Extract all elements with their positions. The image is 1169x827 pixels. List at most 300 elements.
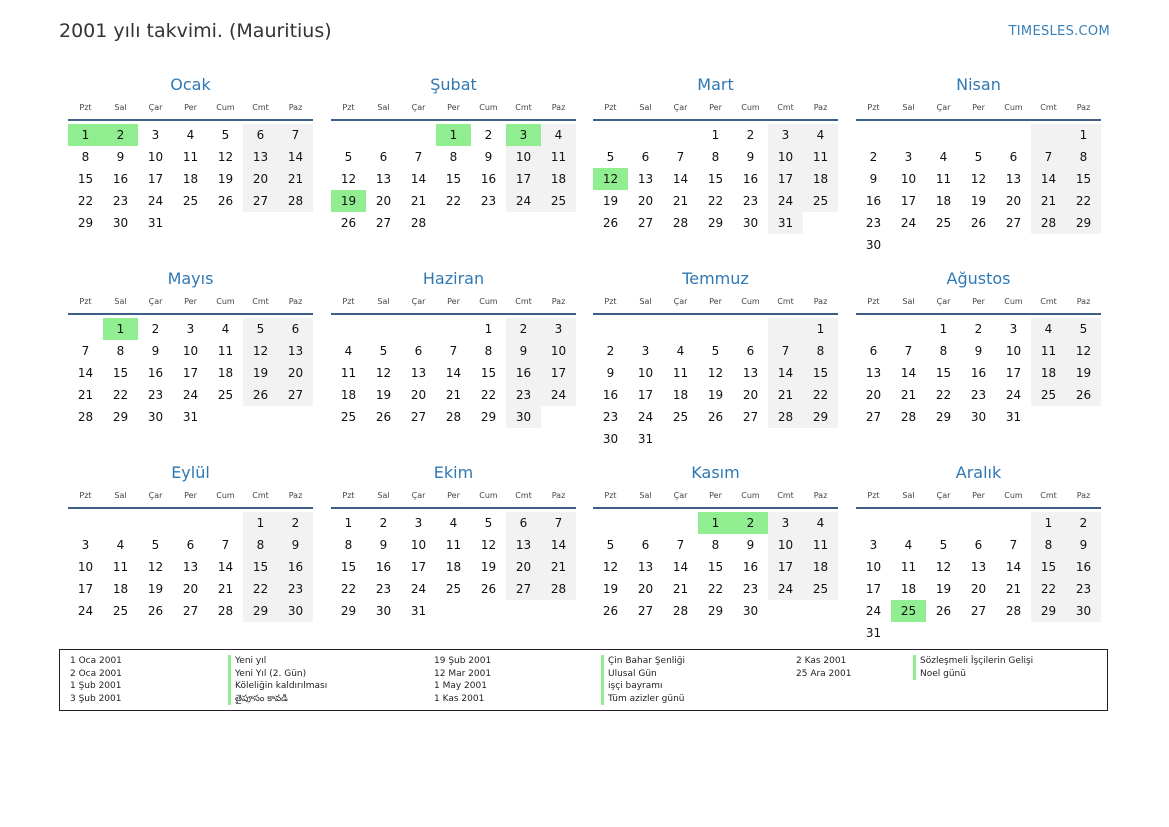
holiday-day-cell: 1: [68, 124, 103, 146]
weekday-label: Cum: [1004, 297, 1023, 306]
day-cell: 9: [484, 150, 493, 164]
day-cell: 10: [410, 538, 427, 552]
weekday-label: Pzt: [342, 491, 355, 500]
day-cell: 21: [1031, 190, 1066, 212]
day-cell: 17: [182, 366, 199, 380]
day-cell: 28: [77, 410, 94, 424]
day-cell: 8: [803, 340, 838, 362]
day-cell: 12: [602, 560, 619, 574]
day-cell: 28: [541, 578, 576, 600]
day-cell: 8: [1066, 146, 1101, 168]
day-cell: 26: [1066, 384, 1101, 406]
legend-names-2: [601, 655, 685, 705]
day-cell: 21: [672, 194, 689, 208]
day-cell: 6: [869, 344, 878, 358]
day-cell: 10: [147, 150, 164, 164]
day-cell: 19: [1066, 362, 1101, 384]
day-cell: 20: [506, 556, 541, 578]
day-cell: 7: [414, 150, 423, 164]
weekday-label: Pzt: [604, 491, 617, 500]
day-cell: 13: [865, 366, 882, 380]
day-cell: 31: [637, 432, 654, 446]
day-cell: 11: [340, 366, 357, 380]
weekday-label: Per: [184, 297, 197, 306]
day-cell: 10: [541, 340, 576, 362]
day-cell: 10: [900, 172, 917, 186]
day-cell: 30: [112, 216, 129, 230]
day-cell: 13: [506, 534, 541, 556]
day-cell: 4: [116, 538, 125, 552]
legend-holiday-name: తైపూసం కావడి: [228, 693, 327, 706]
day-cell: 15: [707, 560, 724, 574]
day-cell: 5: [711, 344, 720, 358]
weekday-label: Pzt: [342, 103, 355, 112]
day-cell: 7: [676, 538, 685, 552]
weekday-label: Sal: [902, 297, 915, 306]
day-cell: 10: [768, 146, 803, 168]
day-cell: 28: [768, 406, 803, 428]
legend-date: 1 Şub 2001: [70, 681, 122, 692]
empty-day-cell: [593, 512, 628, 534]
day-cell: 9: [379, 538, 388, 552]
day-cell: 8: [1031, 534, 1066, 556]
day-cell: 22: [243, 578, 278, 600]
day-cell: 27: [1005, 216, 1022, 230]
day-cell: 22: [340, 582, 357, 596]
day-cell: 17: [410, 560, 427, 574]
day-cell: 7: [81, 344, 90, 358]
day-cell: 29: [77, 216, 94, 230]
day-cell: 26: [970, 216, 987, 230]
weekday-label: Sal: [902, 491, 915, 500]
empty-day-cell: [366, 318, 401, 340]
day-cell: 31: [1005, 410, 1022, 424]
weekday-label: Paz: [288, 491, 303, 500]
day-cell: 11: [541, 146, 576, 168]
legend-date: 12 Mar 2001: [434, 668, 492, 679]
day-cell: 20: [278, 362, 313, 384]
day-cell: 24: [768, 190, 803, 212]
legend-date: 19 Şub 2001: [434, 656, 492, 666]
day-cell: 7: [278, 124, 313, 146]
weekday-label: Paz: [813, 491, 828, 500]
day-cell: 16: [147, 366, 164, 380]
day-cell: 19: [935, 582, 952, 596]
day-cell: 17: [77, 582, 94, 596]
day-cell: 27: [182, 604, 199, 618]
empty-day-cell: [926, 124, 961, 146]
day-cell: 23: [865, 216, 882, 230]
empty-day-cell: [628, 318, 663, 340]
day-cell: 12: [970, 172, 987, 186]
day-cell: 13: [1005, 172, 1022, 186]
empty-day-cell: [996, 512, 1031, 534]
empty-day-cell: [138, 512, 173, 534]
day-cell: 22: [707, 582, 724, 596]
weekday-label: Per: [447, 297, 460, 306]
day-cell: 19: [480, 560, 497, 574]
empty-day-cell: [733, 318, 768, 340]
weekday-label: Cum: [216, 297, 235, 306]
day-cell: 3: [151, 128, 160, 142]
weekday-header: [331, 295, 576, 315]
day-cell: 11: [935, 172, 952, 186]
holiday-day-cell: 1: [103, 318, 138, 340]
weekday-label: Cum: [216, 491, 235, 500]
weekday-label: Çar: [673, 491, 688, 500]
day-cell: 12: [707, 366, 724, 380]
day-cell: 26: [340, 216, 357, 230]
weekday-label: Cum: [1004, 103, 1023, 112]
day-cell: 15: [77, 172, 94, 186]
weekday-label: Paz: [813, 103, 828, 112]
day-cell: 19: [602, 194, 619, 208]
day-cell: 28: [672, 216, 689, 230]
weekday-label: Cmt: [777, 103, 794, 112]
day-cell: 16: [112, 172, 129, 186]
day-cell: 11: [112, 560, 129, 574]
weekday-label: Çar: [411, 103, 426, 112]
day-cell: 5: [151, 538, 160, 552]
day-cell: 12: [147, 560, 164, 574]
day-cell: 8: [344, 538, 353, 552]
weekday-header: [593, 295, 838, 315]
legend-date: 1 Oca 2001: [70, 656, 122, 666]
day-cell: 15: [803, 362, 838, 384]
day-cell: 10: [637, 366, 654, 380]
day-cell: 26: [935, 604, 952, 618]
weekday-label: Cmt: [1040, 491, 1057, 500]
day-cell: 9: [606, 366, 615, 380]
day-cell: 15: [112, 366, 129, 380]
day-cell: 31: [768, 212, 803, 234]
day-cell: 4: [904, 538, 913, 552]
empty-day-cell: [628, 512, 663, 534]
month-title: Eylül: [171, 463, 210, 482]
month-title: Temmuz: [682, 269, 749, 288]
weekday-label: Per: [709, 297, 722, 306]
weekday-label: Çar: [936, 103, 951, 112]
legend-holiday-name: Sözleşmeli İşçilerin Gelişi: [913, 655, 1033, 668]
day-cell: 3: [1009, 322, 1018, 336]
day-cell: 11: [1031, 340, 1066, 362]
day-cell: 23: [506, 384, 541, 406]
day-cell: 6: [746, 344, 755, 358]
day-cell: 25: [935, 216, 952, 230]
weekday-label: Cmt: [252, 297, 269, 306]
day-cell: 31: [147, 216, 164, 230]
day-cell: 20: [637, 582, 654, 596]
day-cell: 7: [904, 344, 913, 358]
days-grid: [593, 318, 838, 450]
day-cell: 9: [1066, 534, 1101, 556]
day-cell: 23: [742, 582, 759, 596]
day-cell: 23: [112, 194, 129, 208]
day-cell: 20: [970, 582, 987, 596]
weekday-label: Sal: [114, 297, 127, 306]
day-cell: 28: [1031, 212, 1066, 234]
empty-day-cell: [208, 512, 243, 534]
weekday-label: Cum: [479, 297, 498, 306]
day-cell: 29: [480, 410, 497, 424]
day-cell: 16: [278, 556, 313, 578]
day-cell: 24: [900, 216, 917, 230]
day-cell: 29: [112, 410, 129, 424]
weekday-label: Cmt: [1040, 297, 1057, 306]
day-cell: 21: [77, 388, 94, 402]
day-cell: 11: [182, 150, 199, 164]
day-cell: 26: [375, 410, 392, 424]
weekday-label: Paz: [288, 103, 303, 112]
day-cell: 18: [672, 388, 689, 402]
weekday-label: Cmt: [777, 491, 794, 500]
day-cell: 9: [746, 538, 755, 552]
day-cell: 26: [602, 604, 619, 618]
day-cell: 6: [641, 538, 650, 552]
day-cell: 19: [243, 362, 278, 384]
day-cell: 18: [1031, 362, 1066, 384]
day-cell: 2: [1066, 512, 1101, 534]
day-cell: 17: [147, 172, 164, 186]
day-cell: 9: [746, 150, 755, 164]
holiday-legend: [59, 649, 1108, 711]
weekday-label: Paz: [813, 297, 828, 306]
holiday-day-cell: 3: [506, 124, 541, 146]
day-cell: 24: [768, 578, 803, 600]
day-cell: 25: [803, 190, 838, 212]
weekday-label: Cum: [216, 103, 235, 112]
day-cell: 30: [742, 216, 759, 230]
weekday-header: [593, 101, 838, 121]
month-block: [68, 266, 313, 428]
day-cell: 24: [1005, 388, 1022, 402]
holiday-day-cell: 1: [436, 124, 471, 146]
day-cell: 23: [480, 194, 497, 208]
weekday-label: Cmt: [252, 103, 269, 112]
day-cell: 13: [410, 366, 427, 380]
month-block: [593, 266, 838, 450]
day-cell: 7: [221, 538, 230, 552]
legend-holiday-name: Köleliğin kaldırılması: [228, 680, 327, 693]
day-cell: 28: [445, 410, 462, 424]
month-title: Mayıs: [167, 269, 214, 288]
empty-day-cell: [331, 124, 366, 146]
holiday-day-cell: 2: [733, 512, 768, 534]
days-grid: [68, 124, 313, 234]
month-title: Ekim: [433, 463, 474, 482]
weekday-label: Paz: [551, 297, 566, 306]
days-grid: [856, 512, 1101, 644]
day-cell: 1: [484, 322, 493, 336]
month-block: [331, 266, 576, 428]
day-cell: 16: [375, 560, 392, 574]
day-cell: 29: [935, 410, 952, 424]
day-cell: 23: [602, 410, 619, 424]
day-cell: 27: [742, 410, 759, 424]
day-cell: 3: [81, 538, 90, 552]
day-cell: 13: [278, 340, 313, 362]
month-block: [331, 460, 576, 622]
weekday-label: Cmt: [515, 103, 532, 112]
day-cell: 4: [449, 516, 458, 530]
day-cell: 12: [935, 560, 952, 574]
weekday-label: Paz: [551, 103, 566, 112]
empty-day-cell: [68, 318, 103, 340]
day-cell: 15: [1031, 556, 1066, 578]
day-cell: 14: [217, 560, 234, 574]
weekday-label: Sal: [639, 297, 652, 306]
day-cell: 5: [344, 150, 353, 164]
day-cell: 26: [217, 194, 234, 208]
legend-date: 25 Ara 2001: [796, 668, 852, 679]
legend-dates-3: [796, 655, 851, 680]
weekday-label: Çar: [411, 297, 426, 306]
legend-date: 2 Kas 2001: [796, 656, 847, 666]
day-cell: 9: [506, 340, 541, 362]
day-cell: 30: [1066, 600, 1101, 622]
site-link[interactable]: TIMESLES.COM: [1008, 24, 1110, 39]
day-cell: 5: [484, 516, 493, 530]
day-cell: 14: [410, 172, 427, 186]
day-cell: 21: [900, 388, 917, 402]
day-cell: 28: [672, 604, 689, 618]
day-cell: 27: [865, 410, 882, 424]
day-cell: 19: [217, 172, 234, 186]
page-title: 2001 yılı takvimi. (Mauritius): [59, 20, 332, 42]
empty-day-cell: [1031, 124, 1066, 146]
weekday-label: Per: [709, 491, 722, 500]
day-cell: 2: [278, 512, 313, 534]
day-cell: 23: [970, 388, 987, 402]
day-cell: 25: [541, 190, 576, 212]
day-cell: 11: [900, 560, 917, 574]
day-cell: 16: [602, 388, 619, 402]
weekday-label: Pzt: [604, 297, 617, 306]
day-cell: 6: [1009, 150, 1018, 164]
day-cell: 12: [340, 172, 357, 186]
weekday-label: Çar: [936, 297, 951, 306]
day-cell: 16: [865, 194, 882, 208]
day-cell: 19: [707, 388, 724, 402]
day-cell: 27: [375, 216, 392, 230]
day-cell: 14: [672, 560, 689, 574]
month-title: Ocak: [170, 75, 211, 94]
day-cell: 18: [541, 168, 576, 190]
days-grid: [68, 512, 313, 622]
day-cell: 17: [541, 362, 576, 384]
weekday-label: Per: [709, 103, 722, 112]
day-cell: 7: [1031, 146, 1066, 168]
day-cell: 4: [186, 128, 195, 142]
day-cell: 21: [672, 582, 689, 596]
weekday-label: Çar: [673, 297, 688, 306]
weekday-label: Pzt: [867, 297, 880, 306]
empty-day-cell: [961, 512, 996, 534]
day-cell: 2: [974, 322, 983, 336]
weekday-header: [68, 101, 313, 121]
day-cell: 10: [768, 534, 803, 556]
day-cell: 16: [1066, 556, 1101, 578]
day-cell: 29: [803, 406, 838, 428]
day-cell: 28: [410, 216, 427, 230]
weekday-label: Paz: [288, 297, 303, 306]
month-block: [856, 266, 1101, 428]
day-cell: 22: [480, 388, 497, 402]
legend-dates-1: [70, 655, 122, 705]
day-cell: 30: [506, 406, 541, 428]
day-cell: 14: [278, 146, 313, 168]
day-cell: 31: [410, 604, 427, 618]
weekday-label: Per: [972, 491, 985, 500]
day-cell: 5: [243, 318, 278, 340]
legend-holiday-name: Tüm azizler günü: [601, 693, 685, 706]
day-cell: 30: [147, 410, 164, 424]
empty-day-cell: [663, 124, 698, 146]
day-cell: 12: [243, 340, 278, 362]
day-cell: 14: [672, 172, 689, 186]
day-cell: 16: [742, 560, 759, 574]
day-cell: 20: [637, 194, 654, 208]
day-cell: 10: [865, 560, 882, 574]
day-cell: 15: [707, 172, 724, 186]
weekday-label: Sal: [114, 103, 127, 112]
day-cell: 11: [445, 538, 462, 552]
weekday-header: [856, 489, 1101, 509]
weekday-label: Pzt: [79, 103, 92, 112]
day-cell: 20: [742, 388, 759, 402]
weekday-label: Paz: [551, 491, 566, 500]
day-cell: 1: [803, 318, 838, 340]
day-cell: 21: [278, 168, 313, 190]
day-cell: 21: [217, 582, 234, 596]
day-cell: 25: [112, 604, 129, 618]
day-cell: 16: [506, 362, 541, 384]
days-grid: [331, 124, 576, 234]
day-cell: 7: [541, 512, 576, 534]
legend-date: 1 May 2001: [434, 681, 487, 692]
empty-day-cell: [768, 318, 803, 340]
day-cell: 30: [278, 600, 313, 622]
legend-holiday-name: Çin Bahar Şenliği: [601, 655, 685, 668]
day-cell: 3: [541, 318, 576, 340]
day-cell: 6: [186, 538, 195, 552]
day-cell: 28: [1005, 604, 1022, 618]
day-cell: 3: [414, 516, 423, 530]
day-cell: 24: [506, 190, 541, 212]
days-grid: [68, 318, 313, 428]
day-cell: 3: [869, 538, 878, 552]
weekday-label: Paz: [1076, 297, 1091, 306]
day-cell: 19: [375, 388, 392, 402]
day-cell: 21: [768, 384, 803, 406]
days-grid: [331, 318, 576, 428]
day-cell: 24: [637, 410, 654, 424]
legend-holiday-name: Yeni yıl: [228, 655, 327, 668]
weekday-label: Çar: [936, 491, 951, 500]
day-cell: 3: [641, 344, 650, 358]
day-cell: 30: [375, 604, 392, 618]
day-cell: 1: [344, 516, 353, 530]
day-cell: 15: [480, 366, 497, 380]
day-cell: 29: [243, 600, 278, 622]
day-cell: 12: [1066, 340, 1101, 362]
day-cell: 17: [506, 168, 541, 190]
empty-day-cell: [366, 124, 401, 146]
empty-day-cell: [663, 512, 698, 534]
day-cell: 27: [243, 190, 278, 212]
empty-day-cell: [628, 124, 663, 146]
day-cell: 19: [970, 194, 987, 208]
